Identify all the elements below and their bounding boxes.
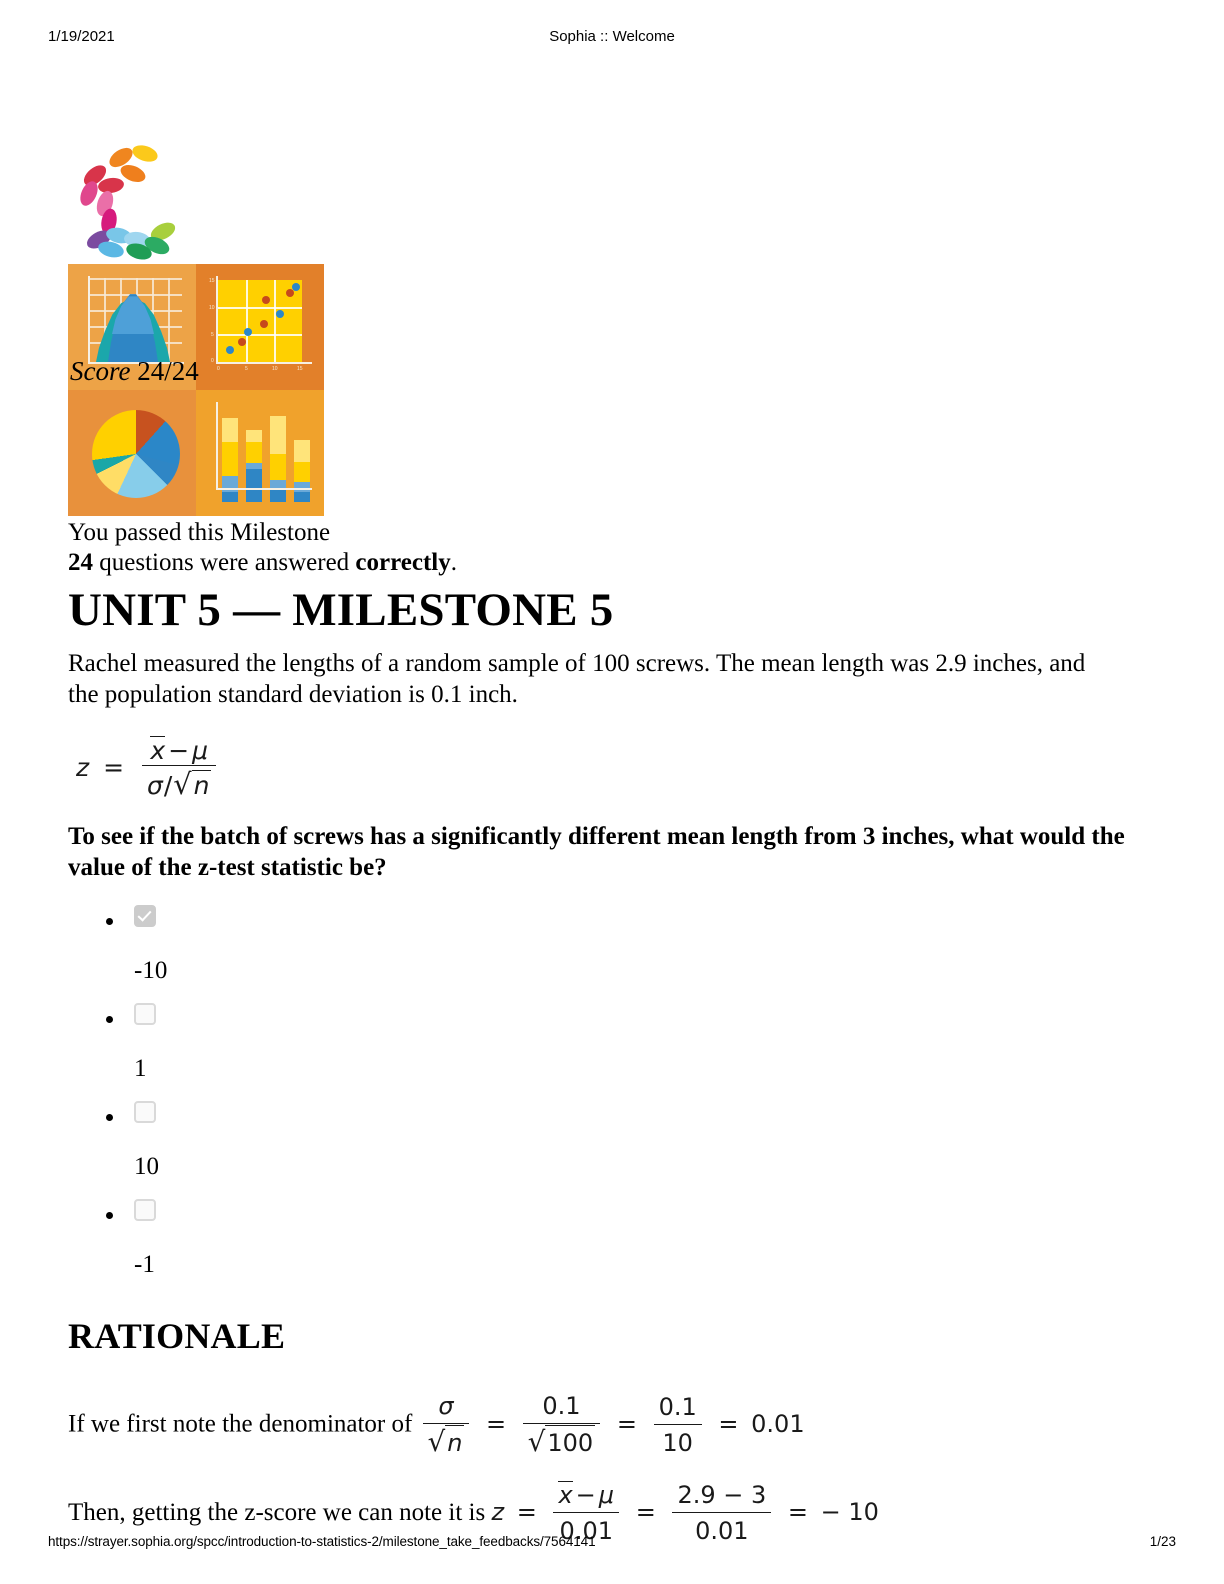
- page-title: UNIT 5 — MILESTONE 5: [68, 584, 614, 636]
- rationale-lead-2: Then, getting the z-score we can note it is: [68, 1499, 492, 1526]
- option-label: -10: [134, 957, 168, 984]
- print-header: [0, 28, 1224, 48]
- scatter-ytick: 10: [209, 305, 215, 311]
- option-checkbox[interactable]: [134, 1101, 156, 1123]
- logo-petal: [130, 142, 159, 164]
- rat2-minus: −: [575, 1481, 596, 1509]
- scatter-dot: [276, 310, 284, 318]
- rat2-eq1: =: [635, 1498, 656, 1526]
- option-label: 10: [134, 1153, 159, 1180]
- answer-options-list: [68, 905, 1158, 1279]
- period: .: [450, 549, 457, 576]
- question-prompt: Rachel measured the lengths of a random sample of 100 screws. The mean length was 2.9 inches, and the population standard deviation is 0.1 inch.: [68, 650, 1086, 708]
- rationale-heading: RATIONALE: [68, 1316, 286, 1356]
- option-item[interactable]: [68, 1101, 1158, 1181]
- rat2-result: − 10: [820, 1498, 879, 1526]
- scatter-xtick: 0: [217, 366, 220, 372]
- questions-answered-text: [68, 548, 1158, 578]
- option-checkbox[interactable]: [134, 1199, 156, 1221]
- formula-n: n: [193, 771, 210, 800]
- z-formula: [76, 736, 1158, 801]
- score-label: Score: [70, 356, 131, 386]
- rat1-f3-num: 0.1: [658, 1392, 697, 1421]
- question-text: To see if the batch of screws has a significantly different mean length from 3 inches, what would the value of the z-test statistic be?: [68, 823, 1125, 881]
- option-item[interactable]: [68, 1199, 1158, 1279]
- rat1-eq2: =: [616, 1409, 637, 1438]
- bar-column: [246, 430, 262, 502]
- rat1-sigma: σ: [438, 1392, 454, 1420]
- scatter-ytick: 0: [211, 358, 214, 364]
- rat1-f3-den: 10: [654, 1424, 702, 1460]
- option-checkbox-checked[interactable]: [134, 905, 156, 927]
- rat1-100: 100: [545, 1425, 595, 1460]
- scatter-dot: [260, 320, 268, 328]
- print-footer: [0, 1534, 1224, 1554]
- rat1-f2-num: 0.1: [542, 1392, 581, 1420]
- answered-label: questions were answered: [93, 549, 356, 576]
- formula-sigma: σ: [146, 771, 163, 800]
- correctly-label: correctly: [355, 549, 451, 576]
- option-label: 1: [134, 1055, 147, 1082]
- statistics-collage-image: [68, 264, 325, 516]
- scatter-dot: [292, 283, 300, 291]
- formula-equals: =: [103, 752, 125, 782]
- option-item[interactable]: [68, 1003, 1158, 1083]
- formula-radical: √: [173, 767, 192, 801]
- formula-z: z: [76, 752, 90, 782]
- rat2-f2-den: 0.01: [672, 1512, 771, 1548]
- bar-chart: [196, 390, 324, 516]
- rat2-z: z: [491, 1498, 505, 1526]
- scatter-dot: [244, 328, 252, 336]
- formula-xbar: x: [150, 736, 166, 765]
- scatter-dot: [226, 346, 234, 354]
- scatter-plot-area: [218, 280, 302, 362]
- rat2-mu: μ: [598, 1481, 615, 1509]
- rationale-line-1: [68, 1389, 1158, 1460]
- print-page-title: Sophia :: Welcome: [549, 28, 675, 45]
- rat2-eq0: =: [516, 1498, 537, 1526]
- rationale-lead-1: If we first note the denominator of: [68, 1410, 419, 1438]
- bar-column: [294, 440, 310, 502]
- scatter-ytick: 5: [211, 332, 214, 338]
- sophia-logo: [68, 140, 178, 258]
- footer-page-number: 1/23: [1149, 1534, 1176, 1549]
- score-overlay: [70, 356, 199, 387]
- rat2-eq2: =: [787, 1498, 809, 1526]
- scatter-dot: [238, 338, 246, 346]
- milestone-passed-text: You passed this Milestone: [68, 519, 331, 546]
- rat1-radical-2: √: [527, 1425, 546, 1458]
- rat1-eq3: =: [718, 1409, 739, 1438]
- rat1-eq1: =: [486, 1409, 507, 1438]
- scatter-xtick: 5: [245, 366, 248, 372]
- score-value: 24/24: [137, 356, 199, 386]
- rat1-n: n: [445, 1425, 464, 1460]
- formula-minus: −: [168, 736, 190, 765]
- option-checkbox[interactable]: [134, 1003, 156, 1025]
- option-item[interactable]: [68, 905, 1158, 985]
- scatter-ytick: 15: [209, 278, 215, 284]
- scatter-plot-chart: [196, 264, 324, 390]
- correct-count: 24: [68, 549, 93, 576]
- scatter-xtick: 15: [297, 366, 303, 372]
- rat2-f1-den: 0.01: [553, 1512, 619, 1548]
- formula-slash: /: [163, 771, 173, 800]
- rat2-f2-num: 2.9 − 3: [677, 1481, 767, 1509]
- pie-chart: [68, 390, 196, 516]
- pie-chart-circle: [92, 410, 180, 498]
- option-label: -1: [134, 1251, 155, 1278]
- scatter-xtick: 10: [272, 366, 278, 372]
- footer-url: https://strayer.sophia.org/spcc/introduction-to-statistics-2/milestone_take_feedbacks/7564141: [48, 1534, 596, 1549]
- page-content: [68, 140, 1158, 1566]
- formula-mu: μ: [192, 736, 209, 765]
- rat2-xbar: x: [558, 1481, 573, 1509]
- scatter-dot: [262, 296, 270, 304]
- rat1-radical: √: [427, 1425, 446, 1458]
- print-date: 1/19/2021: [48, 28, 115, 45]
- rat1-result: 0.01: [751, 1409, 805, 1438]
